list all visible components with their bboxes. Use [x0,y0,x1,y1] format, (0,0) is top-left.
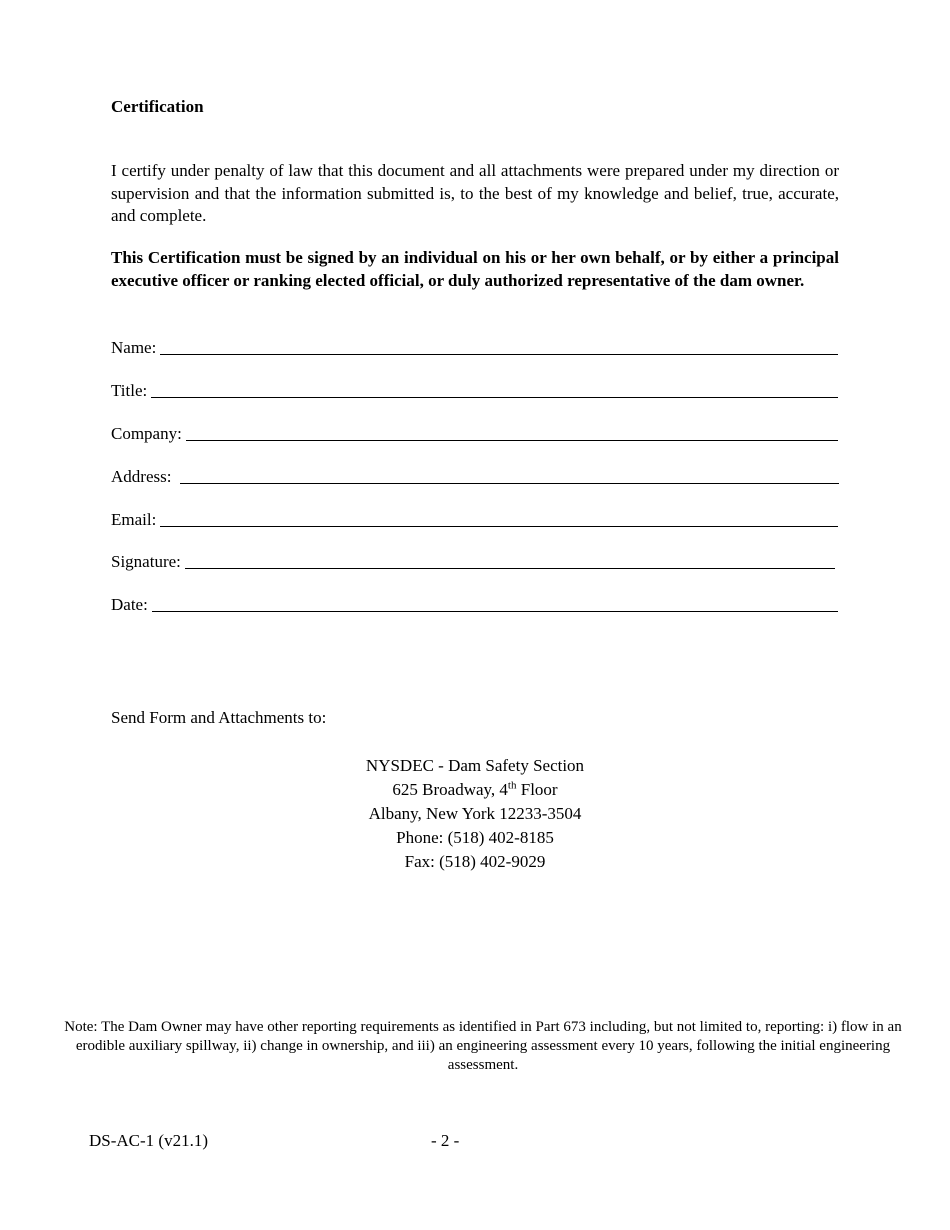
address-street [0,778,950,802]
certification-heading: Certification [111,97,204,116]
mailing-address [0,754,950,874]
street-floor: Floor [516,780,558,799]
signature-field [111,548,835,572]
address-org: NYSDEC - Dam Safety Section [365,756,585,775]
name-field [111,334,838,358]
reporting-note: Note: The Dam Owner may have other reporting requirements as identified in Part 673 including, but not limited to, reporting: i) flow in an erodible auxiliary spillway, ii) change in ownership, and iii) an engineering assessment every 10 years, following the initial engineering assessment. [64,1019,902,1073]
certification-statement: I certify under penalty of law that this document and all attachments were prepared under my direction or supervision and that the information submitted is, to the best of my knowledge and belief, true, accurate, and complete. [111,161,839,225]
signing-requirement: This Certification must be signed by an individual on his or her own behalf, or by either a principal executive officer or ranking elected official, or duly authorized representative of the dam owner. [111,248,839,290]
email-field [111,506,838,530]
company-field [111,420,838,444]
title-field [111,377,838,401]
date-input-line[interactable] [152,593,838,612]
signature-input-line[interactable] [185,550,835,569]
address-field [111,463,839,487]
address-input-line[interactable] [180,465,839,484]
date-field [111,591,838,615]
send-to-label: Send Form and Attachments to: [111,708,327,727]
title-label: Title: [111,381,148,400]
title-input-line[interactable] [151,379,838,398]
address-city: Albany, New York 12233-3504 [368,804,582,823]
signature-label: Signature: [111,552,181,571]
company-label: Company: [111,424,182,443]
name-label: Name: [111,338,157,357]
date-label: Date: [111,595,148,614]
street-text: 625 Broadway, 4 [392,780,508,799]
form-id: DS-AC-1 (v21.1) [89,1131,208,1150]
company-input-line[interactable] [186,422,838,441]
page-number: - 2 - [431,1131,460,1150]
address-phone: Phone: (518) 402-8185 [396,828,554,847]
address-label: Address: [111,467,176,486]
email-label: Email: [111,510,157,529]
email-input-line[interactable] [160,508,838,527]
street-ordinal: th [507,779,517,792]
address-fax: Fax: (518) 402-9029 [404,852,546,871]
name-input-line[interactable] [160,336,838,355]
